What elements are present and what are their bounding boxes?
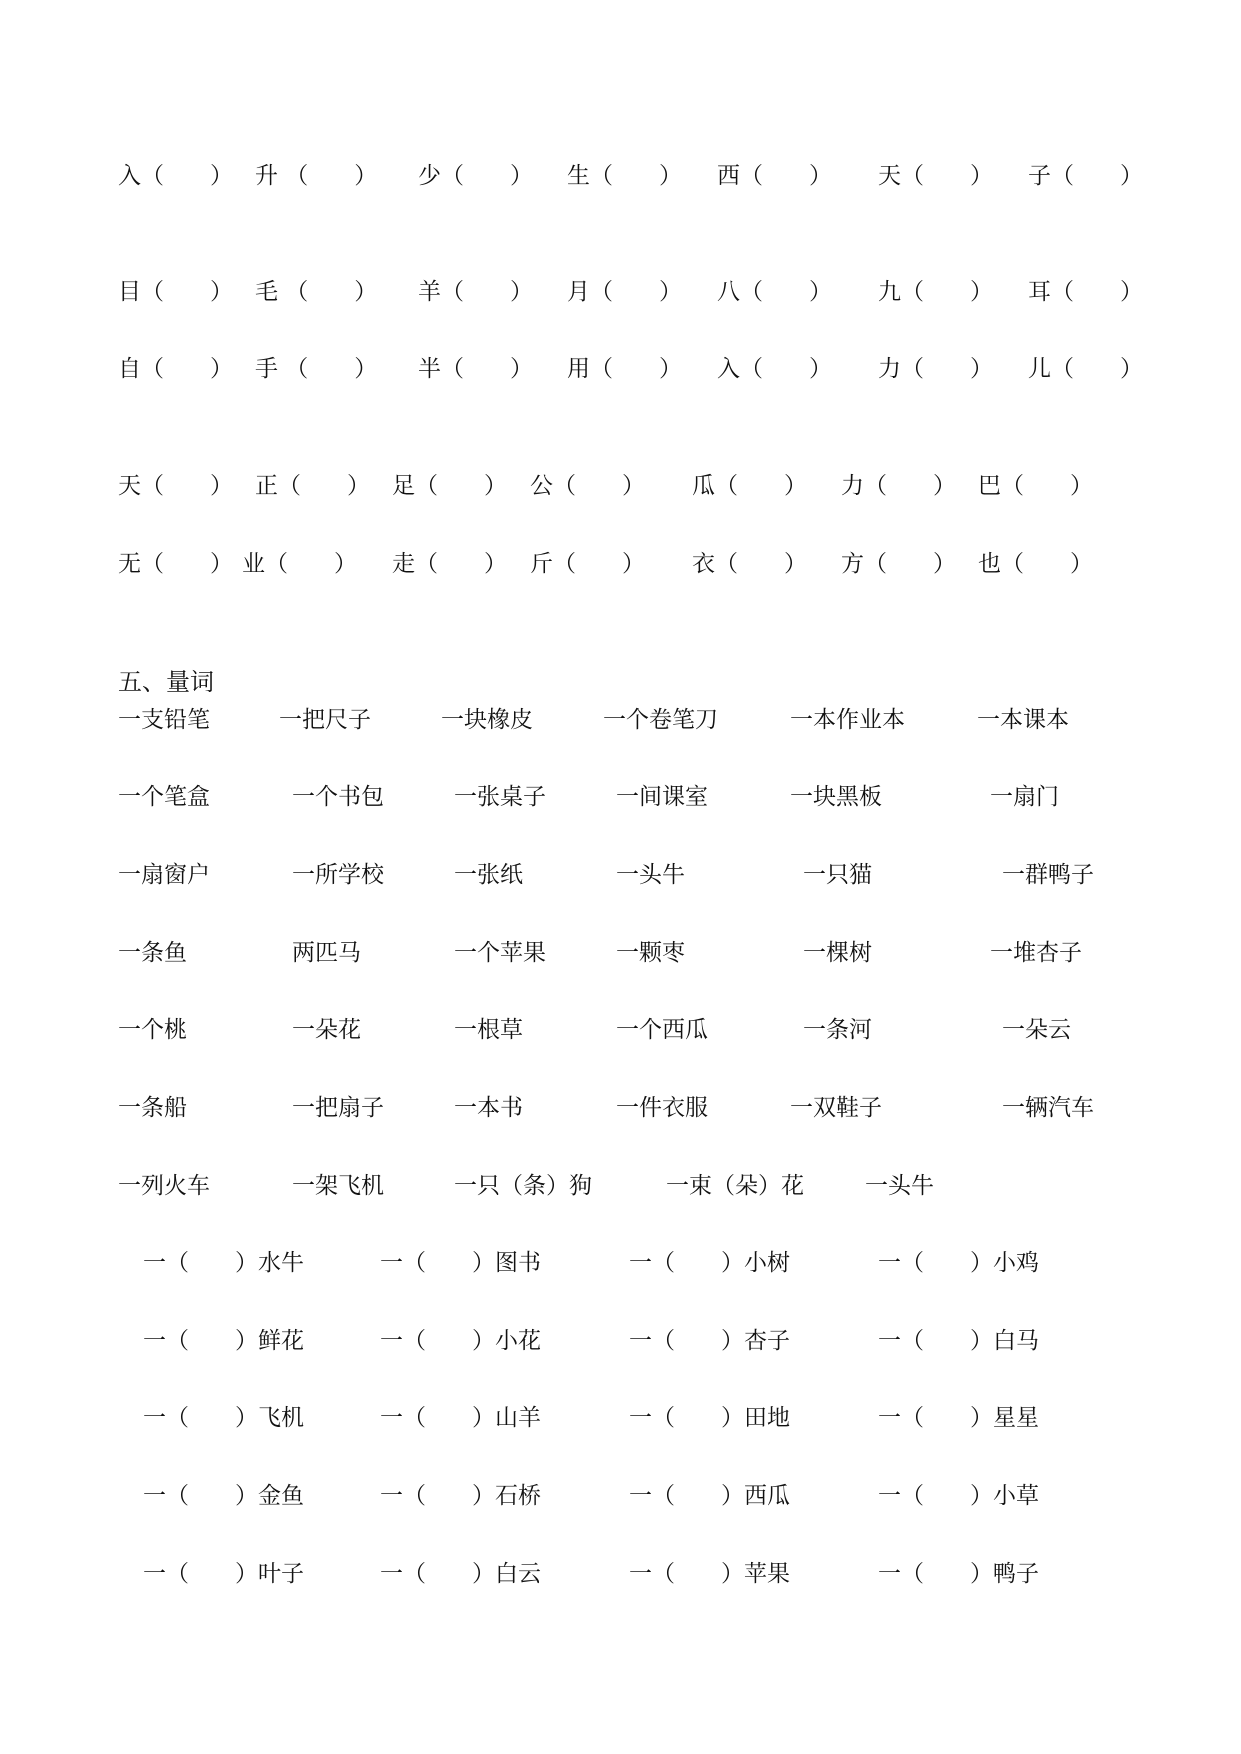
example-phrase: 两匹马: [292, 940, 361, 966]
exercise-item: 一（ ）鲜花: [143, 1328, 304, 1354]
example-phrase: 一束（朵）花: [666, 1173, 804, 1199]
fill-in-item: 耳（ ）: [1028, 279, 1143, 305]
example-phrase: 一堆杏子: [990, 940, 1082, 966]
fill-in-item: 足（ ）: [392, 473, 507, 499]
exercise-row: [0, 1398, 1241, 1438]
fill-in-item: 半（ ）: [418, 356, 533, 382]
fill-in-item: 子（ ）: [1028, 163, 1143, 189]
fill-in-item: 入（ ）: [717, 356, 832, 382]
example-row: [0, 855, 1241, 895]
fill-in-item: 方（ ）: [841, 551, 956, 577]
fill-in-item: 天（ ）: [878, 163, 993, 189]
exercise-item: 一（ ）白云: [380, 1561, 541, 1587]
fill-in-row: [0, 156, 1241, 196]
example-phrase: 一扇窗户: [118, 862, 210, 888]
exercise-item: 一（ ）鸭子: [878, 1561, 1039, 1587]
exercise-row: [0, 1476, 1241, 1516]
exercise-item: 一（ ）石桥: [380, 1483, 541, 1509]
example-phrase: 一辆汽车: [1002, 1095, 1094, 1121]
example-phrase: 一间课室: [616, 784, 708, 810]
example-phrase: 一个书包: [292, 784, 384, 810]
example-phrase: 一列火车: [118, 1173, 210, 1199]
fill-in-item: 升 （ ）: [255, 163, 378, 189]
example-row: [0, 933, 1241, 973]
example-phrase: 一本课本: [977, 707, 1069, 733]
exercise-item: 一（ ）星星: [878, 1405, 1039, 1431]
exercise-item: 一（ ）小树: [629, 1250, 790, 1276]
example-phrase: 一个笔盒: [118, 784, 210, 810]
exercise-row: [0, 1243, 1241, 1283]
example-row: [0, 1166, 1241, 1206]
example-phrase: 一群鸭子: [1002, 862, 1094, 888]
example-row: [0, 700, 1241, 740]
fill-in-item: 手 （ ）: [255, 356, 378, 382]
fill-in-row: [0, 272, 1241, 312]
exercise-item: 一（ ）小鸡: [878, 1250, 1039, 1276]
exercise-item: 一（ ）西瓜: [629, 1483, 790, 1509]
example-phrase: 一张纸: [454, 862, 523, 888]
fill-in-item: 瓜（ ）: [692, 473, 807, 499]
example-phrase: 一扇门: [990, 784, 1059, 810]
fill-in-item: 也（ ）: [978, 551, 1093, 577]
fill-in-item: 儿（ ）: [1028, 356, 1143, 382]
example-phrase: 一条河: [803, 1017, 872, 1043]
fill-in-row: [0, 466, 1241, 506]
fill-in-item: 羊（ ）: [418, 279, 533, 305]
example-phrase: 一只（条）狗: [454, 1173, 592, 1199]
fill-in-item: 月（ ）: [567, 279, 682, 305]
fill-in-item: 无（ ）: [118, 551, 233, 577]
example-phrase: 一把扇子: [292, 1095, 384, 1121]
example-phrase: 一把尺子: [279, 707, 371, 733]
example-phrase: 一双鞋子: [790, 1095, 882, 1121]
fill-in-item: 九（ ）: [878, 279, 993, 305]
fill-in-item: 用（ ）: [567, 356, 682, 382]
exercise-item: 一（ ）小草: [878, 1483, 1039, 1509]
example-phrase: 一朵花: [292, 1017, 361, 1043]
fill-in-item: 正（ ）: [255, 473, 370, 499]
fill-in-row: [0, 349, 1241, 389]
fill-in-item: 八（ ）: [717, 279, 832, 305]
section-heading: 五、量词: [118, 668, 214, 696]
exercise-row: [0, 1554, 1241, 1594]
exercise-row: [0, 1321, 1241, 1361]
example-phrase: 一头牛: [616, 862, 685, 888]
fill-in-item: 天（ ）: [118, 473, 233, 499]
fill-in-item: 业（ ）: [242, 551, 357, 577]
example-phrase: 一根草: [454, 1017, 523, 1043]
fill-in-item: 力（ ）: [878, 356, 993, 382]
example-phrase: 一条船: [118, 1095, 187, 1121]
exercise-item: 一（ ）叶子: [143, 1561, 304, 1587]
fill-in-item: 生（ ）: [567, 163, 682, 189]
exercise-item: 一（ ）图书: [380, 1250, 541, 1276]
fill-in-item: 目（ ）: [118, 279, 233, 305]
example-phrase: 一颗枣: [616, 940, 685, 966]
exercise-item: 一（ ）金鱼: [143, 1483, 304, 1509]
example-phrase: 一所学校: [292, 862, 384, 888]
example-row: [0, 1088, 1241, 1128]
fill-in-item: 力（ ）: [841, 473, 956, 499]
example-phrase: 一头牛: [865, 1173, 934, 1199]
exercise-item: 一（ ）杏子: [629, 1328, 790, 1354]
example-phrase: 一个苹果: [454, 940, 546, 966]
fill-in-item: 西（ ）: [717, 163, 832, 189]
example-phrase: 一朵云: [1002, 1017, 1071, 1043]
fill-in-item: 走（ ）: [392, 551, 507, 577]
fill-in-row: [0, 544, 1241, 584]
example-row: [0, 777, 1241, 817]
example-phrase: 一本作业本: [790, 707, 905, 733]
fill-in-item: 入（ ）: [118, 163, 233, 189]
fill-in-item: 斤（ ）: [530, 551, 645, 577]
fill-in-item: 毛 （ ）: [255, 279, 378, 305]
exercise-item: 一（ ）水牛: [143, 1250, 304, 1276]
example-phrase: 一本书: [454, 1095, 523, 1121]
example-phrase: 一条鱼: [118, 940, 187, 966]
exercise-item: 一（ ）小花: [380, 1328, 541, 1354]
fill-in-item: 公（ ）: [530, 473, 645, 499]
example-phrase: 一件衣服: [616, 1095, 708, 1121]
example-phrase: 一架飞机: [292, 1173, 384, 1199]
example-phrase: 一个桃: [118, 1017, 187, 1043]
exercise-item: 一（ ）白马: [878, 1328, 1039, 1354]
example-phrase: 一块橡皮: [441, 707, 533, 733]
exercise-item: 一（ ）苹果: [629, 1561, 790, 1587]
example-phrase: 一块黑板: [790, 784, 882, 810]
example-phrase: 一个西瓜: [616, 1017, 708, 1043]
exercise-item: 一（ ）飞机: [143, 1405, 304, 1431]
example-phrase: 一支铅笔: [118, 707, 210, 733]
example-row: [0, 1010, 1241, 1050]
fill-in-item: 巴（ ）: [978, 473, 1093, 499]
fill-in-item: 自（ ）: [118, 356, 233, 382]
example-phrase: 一只猫: [803, 862, 872, 888]
example-phrase: 一棵树: [803, 940, 872, 966]
example-phrase: 一个卷笔刀: [603, 707, 718, 733]
fill-in-item: 少（ ）: [418, 163, 533, 189]
fill-in-item: 衣（ ）: [692, 551, 807, 577]
exercise-item: 一（ ）山羊: [380, 1405, 541, 1431]
example-phrase: 一张桌子: [454, 784, 546, 810]
exercise-item: 一（ ）田地: [629, 1405, 790, 1431]
